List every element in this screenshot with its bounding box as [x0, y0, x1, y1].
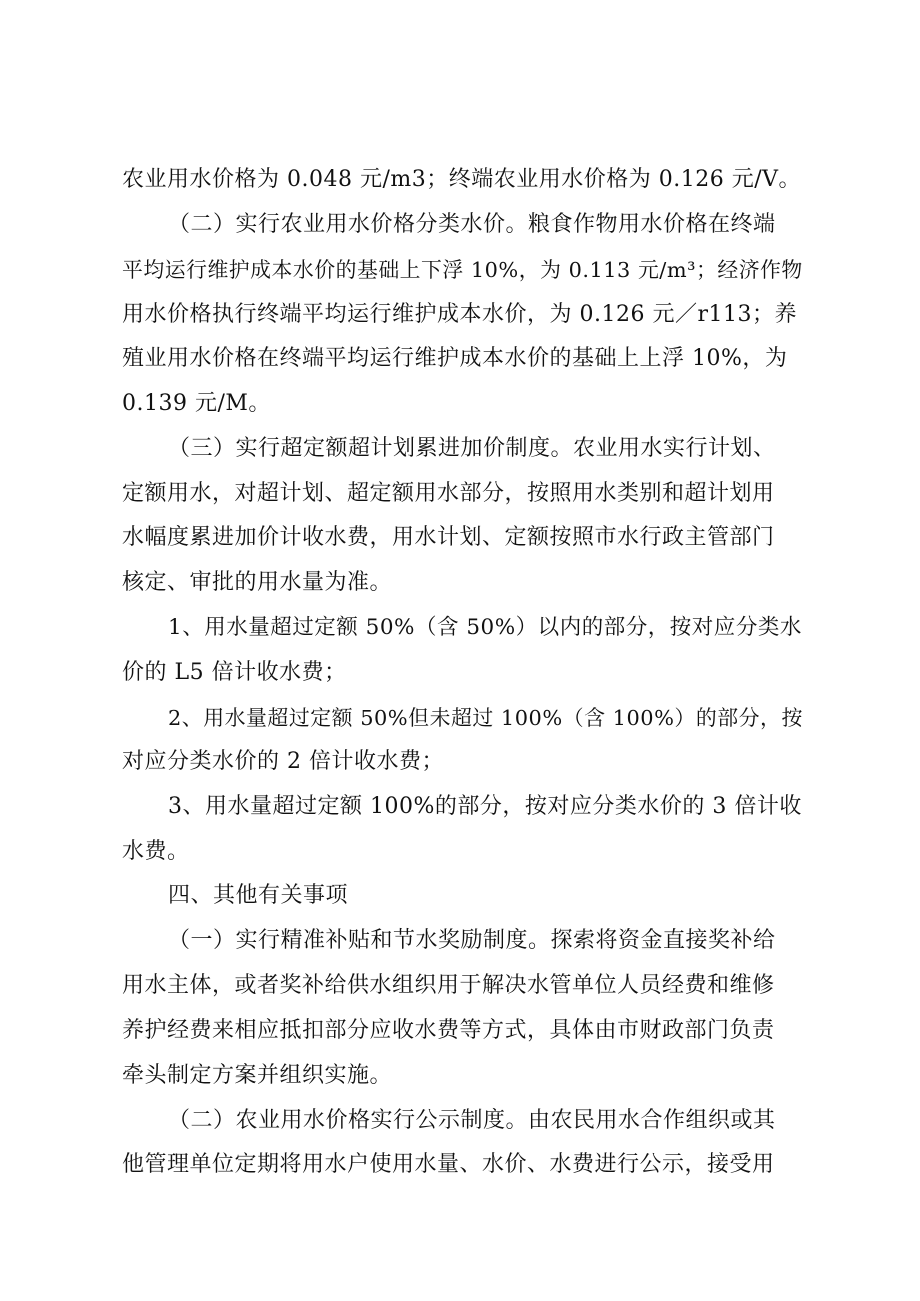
text-line: 殖业用水价格在终端平均运行维护成本水价的基础上上浮 10%，为 [122, 346, 788, 371]
text-line: 养护经费来相应抵扣部分应收水费等方式，具体由市财政部门负责 [122, 1018, 775, 1043]
text-line: 水幅度累进加价计收水费，用水计划、定额按照市水行政主管部门 [122, 525, 775, 550]
text-line: （三）实行超定额超计划累进加价制度。农业用水实行计划、 [168, 436, 776, 461]
section-heading: 四、其他有关事项 [168, 883, 349, 908]
text-line: （二）农业用水价格实行公示制度。由农民用水合作组织或其 [168, 1108, 776, 1133]
text-line: （一）实行精准补贴和节水奖励制度。探索将资金直接奖补给 [168, 928, 776, 953]
text-line: 核定、审批的用水量为准。 [122, 570, 393, 595]
text-line: 他管理单位定期将用水户使用水量、水价、水费进行公示，接受用 [122, 1152, 775, 1177]
text-line: （二）实行农业用水价格分类水价。粮食作物用水价格在终端 [168, 212, 776, 237]
text-line: 3、用水量超过定额 100%的部分，按对应分类水价的 3 倍计收 [168, 794, 802, 819]
text-line: 2、用水量超过定额 50%但未超过 100%（含 100%）的部分，按 [168, 706, 803, 730]
text-line: 平均运行维护成本水价的基础上下浮 10%，为 0.113 元/m³；经济作物 [122, 258, 803, 282]
text-line: 水费。 [122, 839, 190, 864]
text-line: 1、用水量超过定额 50%（含 50%）以内的部分，按对应分类水 [168, 615, 802, 640]
text-line: 0.139 元/M。 [122, 391, 271, 416]
text-line: 对应分类水价的 2 倍计收水费； [122, 749, 444, 774]
text-line: 牵头制定方案并组织实施。 [122, 1063, 393, 1088]
text-line: 用水主体，或者奖补给供水组织用于解决水管单位人员经费和维修 [122, 973, 775, 998]
text-line: 定额用水，对超计划、超定额用水部分，按照用水类别和超计划用 [122, 481, 775, 506]
text-line: 用水价格执行终端平均运行维护成本水价，为 0.126 元／r113；养 [122, 302, 797, 327]
text-line: 价的 L5 倍计收水费； [122, 660, 347, 685]
text-line: 农业用水价格为 0.048 元/m3；终端农业用水价格为 0.126 元/V。 [122, 167, 802, 192]
